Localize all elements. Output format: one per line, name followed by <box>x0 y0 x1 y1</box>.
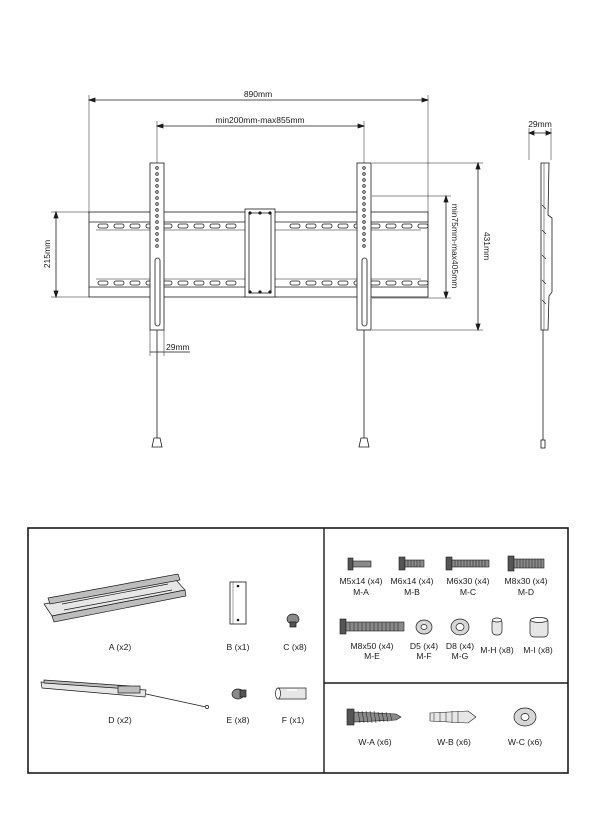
dim-mount-range: min200mm-max855mm <box>215 115 305 125</box>
plate-slot <box>194 224 204 228</box>
arm-hole <box>363 197 366 200</box>
part-c-bolt-image <box>287 614 299 627</box>
arm-hole <box>363 245 366 248</box>
part-e-bolt-image <box>232 689 246 699</box>
hardware-m-d-image <box>508 556 544 571</box>
arm-hole <box>363 233 366 236</box>
dim-arm-width: 29mm <box>166 342 190 352</box>
dim-height: 215mm <box>42 239 52 269</box>
plate-slot <box>306 224 316 228</box>
arm-hole <box>363 185 366 188</box>
center-hub <box>245 209 275 297</box>
wall-w-c-washer-icon <box>514 708 536 726</box>
plate-slot <box>370 281 380 285</box>
plate-slot <box>210 224 220 228</box>
arm-hole <box>156 227 159 230</box>
dim-total-height: 431mm <box>482 231 492 261</box>
hardware-m-b-size: M6x14 (x4) <box>390 576 434 586</box>
plate-slot <box>98 281 108 285</box>
plate-slot <box>178 224 188 228</box>
plate-slot <box>194 281 204 285</box>
hardware-m-d-code: M-D <box>517 587 535 597</box>
plate-slot <box>402 281 412 285</box>
part-d-label: D (x2) <box>108 715 132 725</box>
hardware-m-c-code: M-C <box>459 587 477 597</box>
arm-hole <box>156 221 159 224</box>
arm-hole <box>363 179 366 182</box>
plate-slot <box>386 281 396 285</box>
dim-total-width: 890mm <box>243 89 273 99</box>
arm-hole <box>156 173 159 176</box>
arm-hole <box>156 197 159 200</box>
plate-slot <box>98 224 108 228</box>
hardware-m-i-label: M-I (x8) <box>523 645 553 655</box>
arm-hole <box>363 191 366 194</box>
plate-slot <box>386 224 396 228</box>
dim-vertical-range: min75mm-max405mm <box>450 203 460 289</box>
arm-hole <box>156 233 159 236</box>
front-view <box>51 95 483 447</box>
hardware-m-i-spacer-icon <box>530 618 548 638</box>
arm-hole <box>156 185 159 188</box>
hardware-m-b-code: M-B <box>404 587 420 597</box>
arm-hole <box>363 209 366 212</box>
hardware-m-g-size: D8 (x4) <box>445 641 475 651</box>
part-a-rail-image <box>44 574 186 622</box>
part-e-label: E (x8) <box>226 715 250 725</box>
plate-slot <box>418 224 428 228</box>
plate-slot <box>322 281 332 285</box>
side-view <box>529 128 552 448</box>
plate-slot <box>130 224 140 228</box>
part-b-label: B (x1) <box>226 642 250 652</box>
hardware-m-a-size: M5x14 (x4) <box>339 576 383 586</box>
part-b-plate-image <box>230 582 246 624</box>
part-c-label: C (x8) <box>283 642 307 652</box>
hardware-m-a-code: M-A <box>353 587 369 597</box>
wall-w-b-anchor-icon <box>430 711 476 723</box>
plate-slot <box>130 281 140 285</box>
part-d-arm-image <box>41 680 209 709</box>
hardware-m-d-size: M8x30 (x4) <box>504 576 548 586</box>
wall-w-a-label: W-A (x6) <box>358 737 392 747</box>
arm-hole <box>363 221 366 224</box>
dim-profile-depth: 29mm <box>528 119 552 129</box>
arm-hole <box>363 227 366 230</box>
arm-hole <box>156 203 159 206</box>
hardware-m-f-washer-icon <box>416 620 432 634</box>
hardware-m-c-size: M6x30 (x4) <box>446 576 490 586</box>
hardware-m-e-image <box>340 619 404 634</box>
hardware-m-h-label: M-H (x8) <box>480 645 514 655</box>
plate-slot <box>322 224 332 228</box>
plate-slot <box>402 224 412 228</box>
arm-hole <box>156 167 159 170</box>
arm-hole <box>363 167 366 170</box>
left-vertical-arm <box>150 163 190 447</box>
plate-slot <box>178 281 188 285</box>
plate-slot <box>418 281 428 285</box>
part-f-cylinder-image <box>276 688 307 699</box>
plate-slot <box>114 224 124 228</box>
plate-slot <box>290 224 300 228</box>
wall-w-a-lag-bolt-icon <box>347 709 401 725</box>
arm-hole <box>156 239 159 242</box>
plate-slot <box>370 224 380 228</box>
arm-hole <box>363 173 366 176</box>
hardware-m-h-spacer-icon <box>492 618 502 635</box>
plate-slot <box>306 281 316 285</box>
hardware-m-e-code: M-E <box>364 651 380 661</box>
wall-w-c-label: W-C (x6) <box>507 737 543 747</box>
arm-hole <box>363 239 366 242</box>
hardware-m-f-code: M-F <box>416 651 432 661</box>
hardware-m-e-size: M8x50 (x4) <box>350 641 394 651</box>
hardware-m-g-code: M-G <box>451 651 469 661</box>
hardware-m-a-image <box>348 558 371 570</box>
arm-hole <box>156 209 159 212</box>
wall-w-b-label: W-B (x6) <box>437 737 471 747</box>
arm-hole <box>156 245 159 248</box>
plate-slot <box>210 281 220 285</box>
arm-hole <box>363 215 366 218</box>
plate-slot <box>338 224 348 228</box>
plate-slot <box>114 281 124 285</box>
arm-hole <box>156 179 159 182</box>
plate-slot <box>338 281 348 285</box>
arm-hole <box>156 215 159 218</box>
part-f-label: F (x1) <box>281 715 305 725</box>
part-a-label: A (x2) <box>108 642 132 652</box>
plate-slot <box>226 281 236 285</box>
arm-hole <box>156 191 159 194</box>
hardware-m-c-image <box>446 557 489 570</box>
plate-slot <box>290 281 300 285</box>
hardware-m-f-size: D5 (x4) <box>409 641 439 651</box>
hardware-m-g-washer-icon <box>451 619 469 635</box>
hardware-m-b-image <box>399 557 424 570</box>
arm-hole <box>363 203 366 206</box>
plate-slot <box>226 224 236 228</box>
